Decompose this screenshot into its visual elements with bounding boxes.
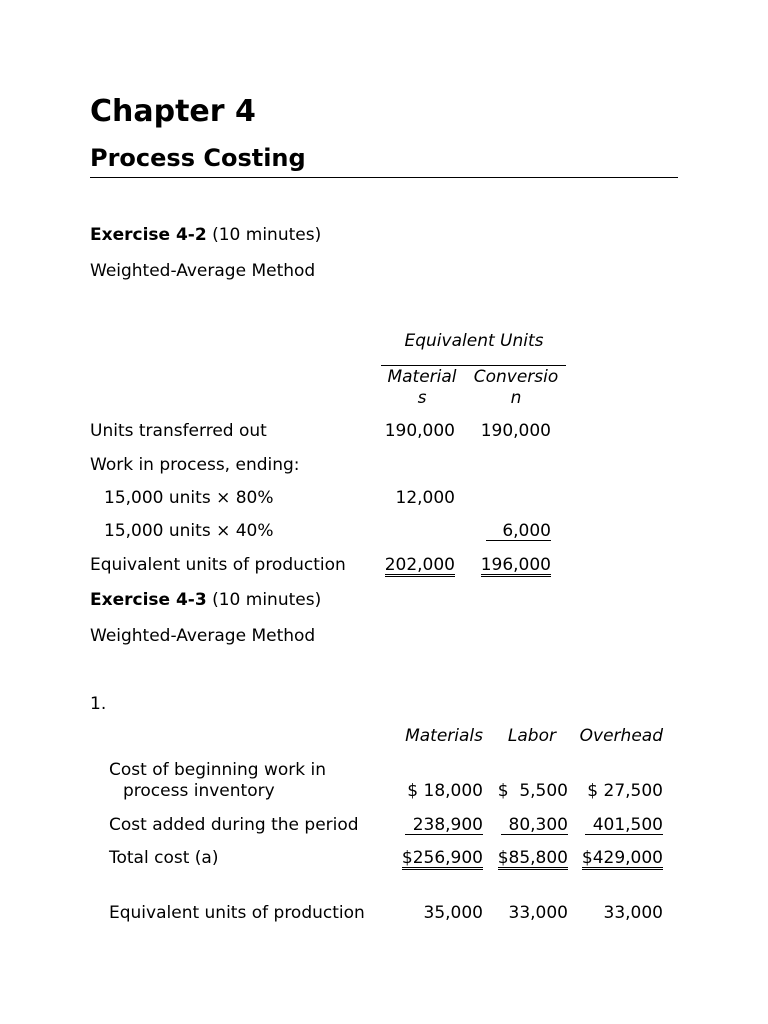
- exercise-4-2-title: Exercise 4-2: [90, 225, 207, 245]
- row-conversion-value: [456, 521, 551, 542]
- row-conversion-total: [456, 555, 551, 577]
- col-materials-line2: s: [417, 388, 427, 408]
- row-label: Units transferred out: [90, 421, 267, 441]
- col-conversion-line2: n: [510, 388, 522, 408]
- col-materials-header: [381, 367, 463, 409]
- col-labor-header: Labor: [507, 726, 556, 746]
- underlined-value: 80,300: [501, 817, 568, 835]
- double-underlined-value: 196,000: [480, 555, 551, 575]
- exercise-4-3-method: Weighted-Average Method: [90, 626, 316, 646]
- section-title: Process Costing: [90, 144, 306, 172]
- row-label: Work in process, ending:: [90, 455, 300, 475]
- chapter-title: Chapter 4: [90, 94, 256, 129]
- row-label: 15,000 units × 40%: [104, 521, 274, 541]
- labor-total: [478, 848, 568, 870]
- labor-value: [478, 815, 568, 836]
- row-label: 15,000 units × 80%: [104, 488, 274, 508]
- labor-value: 33,000: [508, 903, 568, 923]
- col-conversion-header: [469, 367, 563, 409]
- title-divider: [90, 177, 678, 178]
- double-underlined-value: $85,800: [497, 848, 568, 868]
- labor-value: $ 5,500: [497, 781, 568, 801]
- materials-value: 35,000: [423, 903, 483, 923]
- materials-total: [383, 848, 483, 870]
- equivalent-units-header: Equivalent Units: [404, 331, 544, 351]
- col-materials-header: Materials: [405, 726, 483, 746]
- equivalent-units-rule: [381, 365, 566, 366]
- exercise-4-3-heading: [90, 590, 321, 611]
- double-underlined-value: $429,000: [581, 848, 663, 868]
- materials-value: $ 18,000: [407, 781, 483, 801]
- cost-row-label: [109, 760, 326, 802]
- cost-row-label-line1: Cost of beginning work in: [109, 760, 327, 780]
- underlined-value: 6,000: [486, 523, 551, 541]
- col-conversion-line1: Conversio: [473, 367, 559, 387]
- underlined-value: 238,900: [405, 817, 483, 835]
- row-materials-value: 12,000: [395, 488, 455, 508]
- row-conversion-value: 190,000: [480, 421, 551, 441]
- col-overhead-header: Overhead: [579, 726, 663, 746]
- exercise-4-3-title: Exercise 4-3: [90, 590, 207, 610]
- overhead-value: [563, 815, 663, 836]
- exercise-4-3-time: (10 minutes): [206, 590, 322, 610]
- row-label: Equivalent units of production: [90, 555, 346, 575]
- overhead-value: 33,000: [603, 903, 663, 923]
- overhead-total: [563, 848, 663, 870]
- exercise-4-2-time: (10 minutes): [206, 225, 322, 245]
- row-materials-value: 190,000: [384, 421, 455, 441]
- double-underlined-value: 202,000: [384, 555, 455, 575]
- underlined-value: 401,500: [585, 817, 663, 835]
- cost-row-label: Equivalent units of production: [109, 903, 365, 923]
- overhead-value: $ 27,500: [587, 781, 663, 801]
- cost-row-label: Total cost (a): [109, 848, 219, 868]
- exercise-4-2-method: Weighted-Average Method: [90, 261, 316, 281]
- exercise-4-2-heading: [90, 225, 321, 246]
- double-underlined-value: $256,900: [401, 848, 483, 868]
- materials-value: [383, 815, 483, 836]
- part-number: 1.: [90, 694, 107, 714]
- cost-row-label: Cost added during the period: [109, 815, 359, 835]
- col-materials-line1: Material: [387, 367, 457, 387]
- row-materials-total: [360, 555, 455, 577]
- cost-row-label-line2: process inventory: [123, 781, 275, 801]
